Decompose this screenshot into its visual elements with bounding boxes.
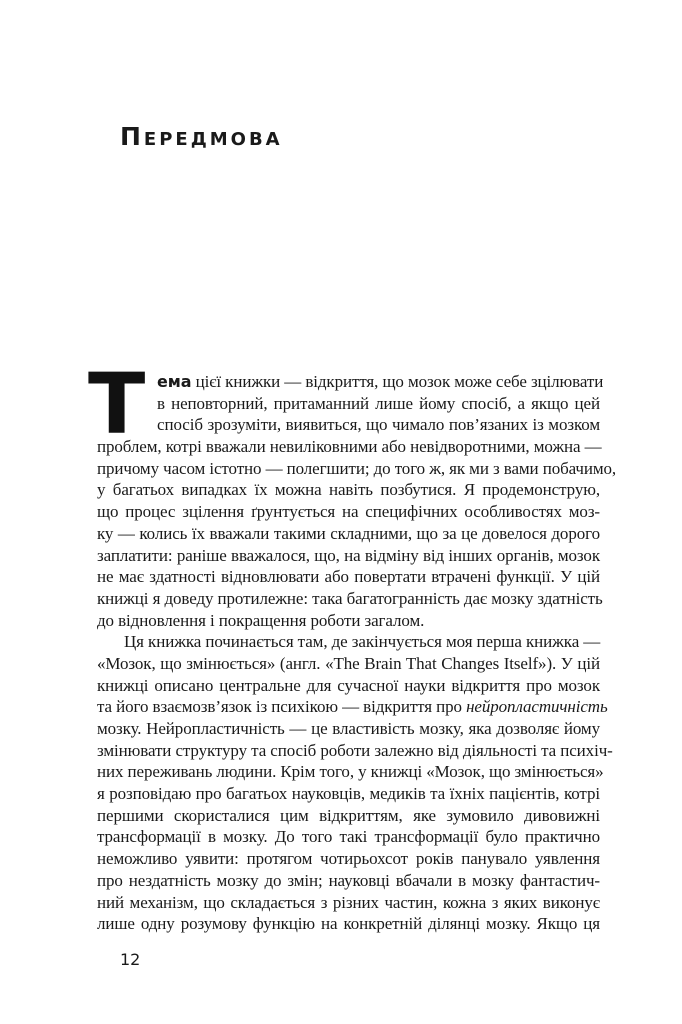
text-line: та його взаємозв’язок із психікою — відкриття про нейропластичність <box>97 697 608 717</box>
text-line: змінювати структуру та спосіб роботи залежно від діяльності та психіч- <box>97 740 613 760</box>
text-line: спосіб зрозуміти, виявиться, що чимало пов’язаних із мозком <box>157 415 600 435</box>
text-line: лише одну розумову функцію на конкретній ділянці мозку. Якщо ця <box>97 914 600 934</box>
text-line: у багатьох випадках їх можна навіть позбутися. Я продемонструю, <box>97 480 600 500</box>
text-line: неможливо уявити: протягом чотирьохсот років панувало уявлення <box>97 849 600 869</box>
text-line: ний механізм, що складається з різних частин, кожна з яких виконує <box>97 892 600 912</box>
text-line: що процес зцілення ґрунтується на специфічних особливостях моз- <box>97 502 600 522</box>
text-line: книжці я доведу протилежне: така багатогранність дає мозку здатність <box>97 588 603 608</box>
body-text <box>97 371 617 935</box>
text-line: заплатити: раніше вважалося, що, на відміну від інших органів, мозок <box>97 545 600 565</box>
text-line: них переживань людини. Крім того, у книжці «Мозок, що змінюється» <box>97 762 604 782</box>
text-line: я розповідаю про багатьох науковців, медиків та їхніх пацієнтів, котрі <box>97 784 600 804</box>
page-number: 12 <box>120 950 141 969</box>
text-line: книжці описано центральне для сучасної науки відкриття про мозок <box>97 675 600 695</box>
text-line: Ця книжка починається там, де закінчується моя перша книжка — <box>124 632 601 652</box>
text-line: трансформації в мозку. До того такі трансформації було практично <box>97 827 600 847</box>
text-line: причому часом істотно — полегшити; до того ж, як ми з вами побачимо, <box>97 458 617 478</box>
text-line: про нездатність мозку до змін; науковці вбачали в мозку фантастич- <box>97 870 600 890</box>
text-line: ку — колись їх вважали такими складними, що за це довелося дорого <box>97 523 600 543</box>
text-line: мозку. Нейропластичність — це властивість мозку, яка дозволяє йому <box>97 719 600 738</box>
text-line: проблем, котрі вважали невиліковними або невідворотними, можна — <box>97 437 602 457</box>
text-line: в неповторний, притаманний лише йому спосіб, а якщо цей <box>157 393 600 413</box>
text-line: до відновлення і покращення роботи загалом. <box>97 610 425 630</box>
text-line: ема цієї книжки — відкриття, що мозок може себе зцілювати <box>157 372 604 391</box>
drop-cap: Т <box>88 355 146 453</box>
chapter-title: Передмова <box>120 122 283 151</box>
lead-word: ема <box>157 372 192 391</box>
italic-term: нейропластичність <box>466 697 608 717</box>
text-line: першими скористалися цим відкриттям, яке зумовило дивовижні <box>97 805 600 825</box>
text-line: не має здатності відновлювати або повертати втрачені функції. У цій <box>97 567 600 587</box>
text-line: «Мозок, що змінюється» (англ. «The Brain That Changes Itself»). У цій <box>97 653 600 673</box>
